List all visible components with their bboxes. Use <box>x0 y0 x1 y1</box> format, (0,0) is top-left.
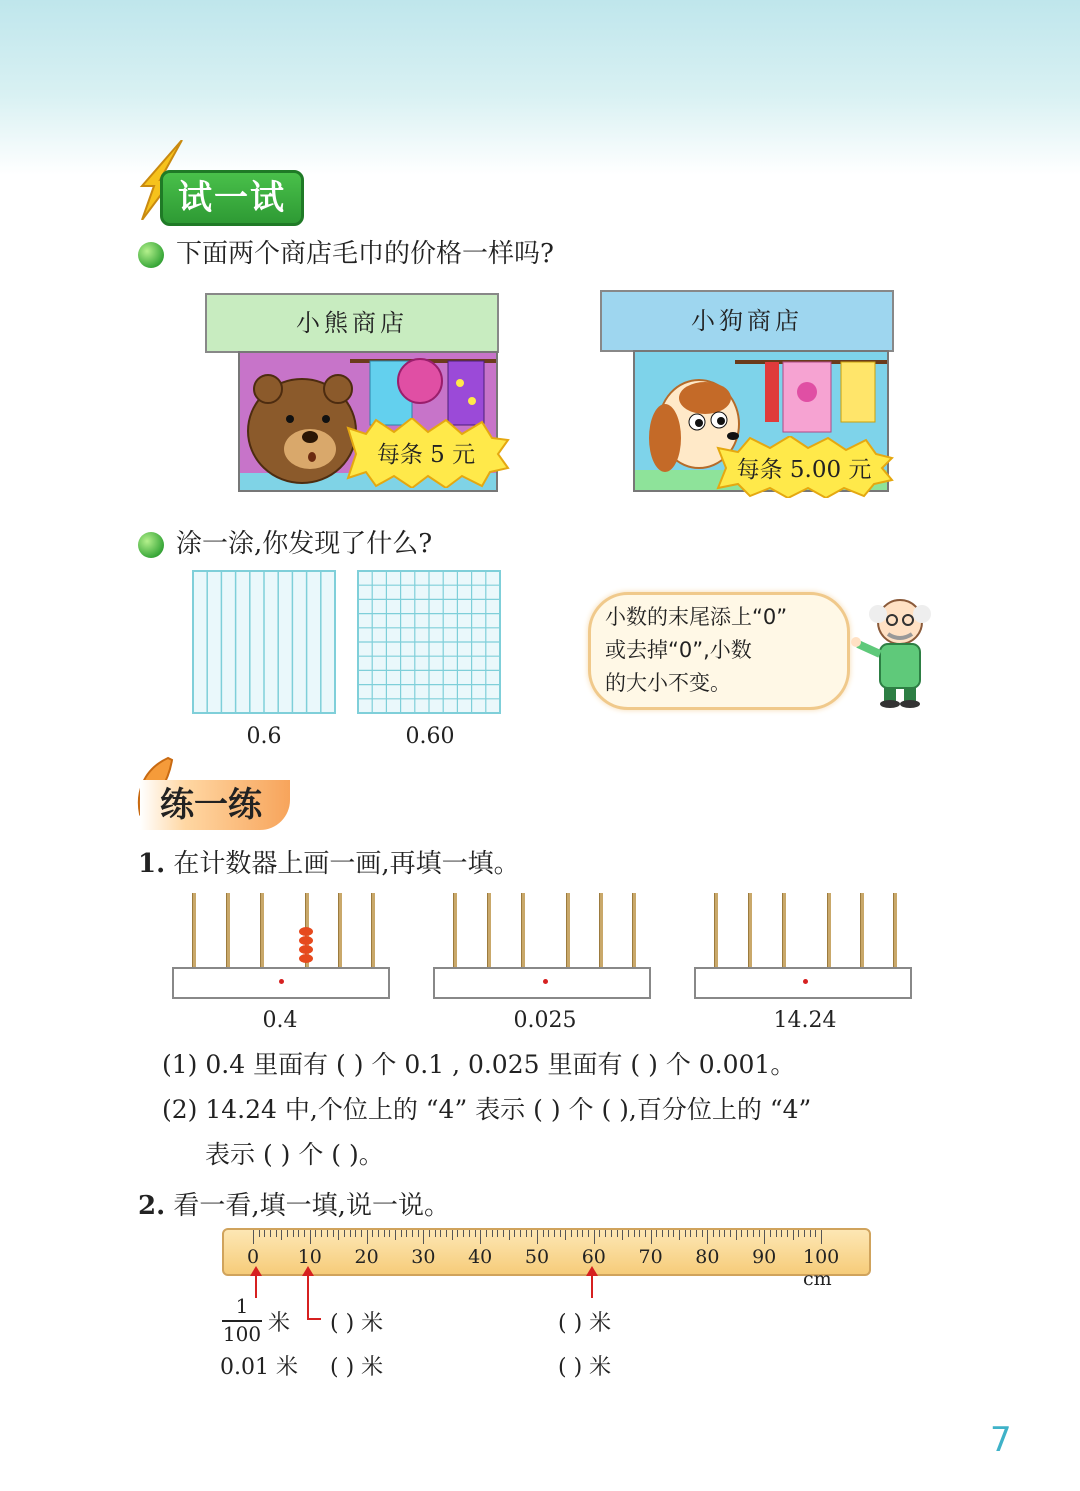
speech-bubble <box>588 592 850 710</box>
ruler-tick <box>259 1230 260 1237</box>
ruler-tick <box>804 1230 805 1237</box>
ruler-tick <box>560 1230 561 1237</box>
abacus-2[interactable] <box>433 893 651 999</box>
ruler-tick <box>509 1230 510 1240</box>
ruler-tick <box>645 1230 646 1237</box>
shop-dog <box>600 290 894 352</box>
price-dog: 每条 5.00 元 <box>736 457 872 483</box>
ruler-tick <box>281 1230 282 1240</box>
ruler-tick <box>435 1230 436 1237</box>
speech-line-2: 或去掉“0”,小数 <box>605 638 752 662</box>
ruler-tick <box>463 1230 464 1237</box>
green-bullet-icon <box>138 242 164 268</box>
blank-decimal-10cm[interactable]: ( ) 米 <box>330 1355 384 1380</box>
ruler-tick <box>503 1230 504 1237</box>
ruler-tick <box>475 1230 476 1237</box>
ruler-tick <box>719 1230 720 1237</box>
decimal-point-dot <box>279 979 284 984</box>
abacus-label-2: 0.025 <box>513 1008 577 1033</box>
professor-character <box>846 596 942 708</box>
abacus-3[interactable] <box>694 893 912 999</box>
ruler-tick <box>622 1230 623 1240</box>
ruler-tick <box>554 1230 555 1237</box>
grid-hundredths[interactable] <box>357 570 501 714</box>
q1-title <box>138 843 520 880</box>
ruler-tick <box>418 1230 419 1237</box>
ruler-tick <box>634 1230 635 1237</box>
ruler-tick <box>685 1230 686 1237</box>
shop-bear-sign: 小熊商店 <box>205 293 499 353</box>
ruler-tick <box>469 1230 470 1237</box>
arrow-up-icon <box>250 1266 262 1276</box>
shop-bear <box>205 293 499 353</box>
question-color: 涂一涂,你发现了什么? <box>176 529 433 559</box>
ruler-tick <box>367 1230 368 1244</box>
ruler-tick <box>270 1230 271 1237</box>
q1-number: 1. <box>138 849 166 879</box>
ruler-tick <box>446 1230 447 1237</box>
ruler-tick <box>372 1230 373 1237</box>
ruler-tick <box>759 1230 760 1237</box>
blank-decimal-60cm[interactable]: ( ) 米 <box>558 1355 612 1380</box>
ruler-number: 80 <box>695 1246 720 1268</box>
abacus-label-3: 14.24 <box>773 1008 837 1033</box>
ruler-tick <box>565 1230 566 1240</box>
q1-text: 在计数器上画一画,再填一填。 <box>173 849 520 879</box>
ruler-tick <box>651 1230 652 1244</box>
decimal-answer: 0.01 米 <box>220 1355 298 1380</box>
q2-text: 看一看,填一填,说一说。 <box>173 1191 450 1221</box>
ruler-tick <box>355 1230 356 1237</box>
ruler-tick <box>526 1230 527 1237</box>
ruler <box>222 1228 871 1290</box>
ruler-tick <box>276 1230 277 1237</box>
ruler-tick <box>429 1230 430 1237</box>
q2-number: 2. <box>138 1191 166 1221</box>
ruler-tick <box>315 1230 316 1237</box>
ruler-number: 20 <box>354 1246 379 1268</box>
arrow-up-icon <box>586 1266 598 1276</box>
ruler-tick <box>531 1230 532 1237</box>
ruler-tick <box>389 1230 390 1237</box>
ruler-tick <box>690 1230 691 1237</box>
ruler-tick <box>730 1230 731 1237</box>
decimal-point-dot <box>543 979 548 984</box>
q1-part2-line1[interactable]: (2) 14.24 中,个位上的 “4” 表示 ( ) 个 ( ),百分位上的 “4” <box>162 1095 812 1124</box>
ruler-tick <box>679 1230 680 1240</box>
ruler-tick <box>520 1230 521 1237</box>
ruler-tick <box>594 1230 595 1244</box>
fraction-denominator: 100 <box>222 1322 262 1346</box>
ruler-tick <box>798 1230 799 1237</box>
ruler-tick <box>486 1230 487 1237</box>
fraction-numerator: 1 <box>235 1294 249 1318</box>
ruler-tick <box>707 1230 708 1244</box>
ruler-tick <box>753 1230 754 1237</box>
price-bear: 每条 5 元 <box>376 442 476 468</box>
ruler-tick <box>617 1230 618 1237</box>
ruler-tick <box>668 1230 669 1237</box>
abacus-bead <box>299 927 313 936</box>
ruler-tick <box>776 1230 777 1237</box>
ruler-tick <box>537 1230 538 1244</box>
grid-label-hundredths: 0.60 <box>405 724 455 749</box>
ruler-number: 50 <box>524 1246 550 1268</box>
ruler-tick <box>662 1230 663 1237</box>
ruler-tick <box>639 1230 640 1237</box>
ruler-tick <box>810 1230 811 1237</box>
blank-fraction-60cm[interactable]: ( ) 米 <box>558 1311 612 1336</box>
ruler-tick <box>310 1230 311 1244</box>
question-prices: 下面两个商店毛巾的价格一样吗? <box>176 239 554 269</box>
ruler-tick <box>821 1230 822 1244</box>
grid-tenths[interactable] <box>192 570 336 714</box>
ruler-tick <box>480 1230 481 1244</box>
ruler-tick <box>395 1230 396 1240</box>
abacus-1[interactable] <box>172 893 390 999</box>
arrow-up-icon <box>302 1266 314 1276</box>
ruler-number: 60 <box>581 1246 606 1268</box>
ruler-number: 100 cm <box>803 1246 840 1290</box>
ruler-tick <box>338 1230 339 1240</box>
grid-label-tenths: 0.6 <box>246 724 282 749</box>
q1-part2-line2[interactable]: 表示 ( ) 个 ( )。 <box>205 1140 384 1169</box>
ruler-number: 40 <box>468 1246 493 1268</box>
ruler-tick <box>628 1230 629 1237</box>
ruler-tick <box>724 1230 725 1237</box>
ruler-tick <box>253 1230 254 1244</box>
page-number: 7 <box>990 1420 1012 1460</box>
abacus-bead <box>299 945 313 954</box>
ruler-tick <box>793 1230 794 1240</box>
ruler-tick <box>696 1230 697 1237</box>
ruler-tick <box>293 1230 294 1237</box>
ruler-tick <box>440 1230 441 1237</box>
ruler-tick <box>412 1230 413 1237</box>
ruler-number: 70 <box>638 1246 663 1268</box>
ruler-tick <box>781 1230 782 1237</box>
ruler-tick <box>264 1230 265 1237</box>
ruler-tick <box>378 1230 379 1237</box>
ruler-tick <box>764 1230 765 1244</box>
blank-fraction-10cm[interactable]: ( ) 米 <box>330 1311 384 1336</box>
abacus-bead <box>299 936 313 945</box>
ruler-tick <box>321 1230 322 1237</box>
ruler-tick <box>571 1230 572 1237</box>
ruler-tick <box>605 1230 606 1237</box>
ruler-tick <box>304 1230 305 1237</box>
q1-part1[interactable]: (1) 0.4 里面有 ( ) 个 0.1 , 0.025 里面有 ( ) 个 0.001。 <box>162 1050 796 1079</box>
ruler-tick <box>287 1230 288 1237</box>
ruler-tick <box>548 1230 549 1237</box>
ruler-tick <box>741 1230 742 1237</box>
ruler-number: 30 <box>411 1246 436 1268</box>
ruler-tick <box>333 1230 334 1237</box>
ruler-tick <box>599 1230 600 1237</box>
ruler-tick <box>588 1230 589 1237</box>
speech-line-1: 小数的末尾添上“0” <box>605 605 788 629</box>
decimal-point-dot <box>803 979 808 984</box>
ruler-number: 10 <box>297 1246 322 1268</box>
ruler-tick <box>406 1230 407 1237</box>
section-badge-try: 试一试 <box>160 170 304 226</box>
ruler-tick <box>361 1230 362 1237</box>
ruler-tick <box>770 1230 771 1237</box>
ruler-tick <box>401 1230 402 1237</box>
ruler-tick <box>611 1230 612 1237</box>
green-bullet-icon <box>138 532 164 558</box>
ruler-number: 0 <box>246 1246 260 1268</box>
arrow-elbow <box>307 1318 321 1320</box>
ruler-tick <box>747 1230 748 1237</box>
shop-dog-sign: 小狗商店 <box>600 290 894 352</box>
fraction-unit: 米 <box>268 1311 291 1336</box>
ruler-tick <box>384 1230 385 1237</box>
ruler-tick <box>577 1230 578 1237</box>
ruler-tick <box>327 1230 328 1237</box>
ruler-tick <box>423 1230 424 1244</box>
abacus-label-1: 0.4 <box>262 1008 298 1033</box>
ruler-tick <box>457 1230 458 1237</box>
ruler-tick <box>656 1230 657 1237</box>
ruler-tick <box>736 1230 737 1240</box>
ruler-tick <box>497 1230 498 1237</box>
ruler-tick <box>298 1230 299 1237</box>
ruler-tick <box>787 1230 788 1237</box>
ruler-tick <box>543 1230 544 1237</box>
q2-title <box>138 1185 450 1222</box>
ruler-tick <box>713 1230 714 1237</box>
ruler-tick <box>815 1230 816 1237</box>
ruler-number: 90 <box>752 1246 777 1268</box>
ruler-tick <box>582 1230 583 1237</box>
abacus-bead <box>299 954 313 963</box>
section-badge-practice: 练一练 <box>140 780 290 830</box>
speech-line-3: 的大小不变。 <box>605 671 731 695</box>
ruler-tick <box>344 1230 345 1237</box>
ruler-tick <box>350 1230 351 1237</box>
ruler-tick <box>702 1230 703 1237</box>
arrow-at-10cm <box>307 1270 309 1320</box>
ruler-tick <box>452 1230 453 1240</box>
ruler-tick <box>673 1230 674 1237</box>
ruler-tick <box>514 1230 515 1237</box>
ruler-tick <box>492 1230 493 1237</box>
